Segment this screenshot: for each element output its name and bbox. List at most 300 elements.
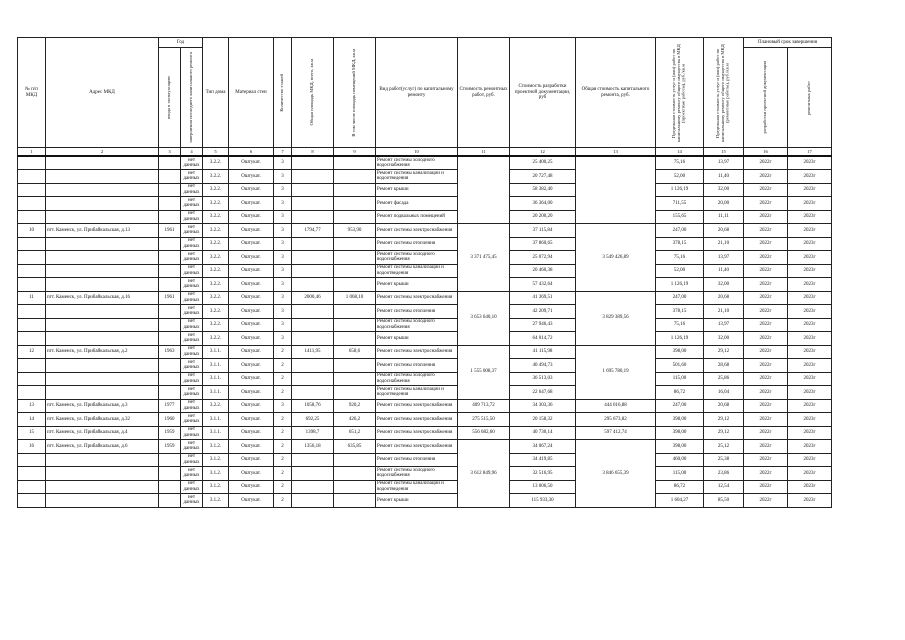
wall-material: Оштукат. — [229, 291, 274, 305]
wall-material: Оштукат. — [229, 318, 274, 332]
column-number: 10 — [376, 148, 458, 157]
limit-cost-repair: 32,00 — [704, 183, 744, 197]
premises-area-empty — [334, 386, 376, 400]
mkd-number-empty — [18, 170, 46, 184]
limit-cost-project: 86,72 — [656, 386, 704, 400]
table-row — [18, 278, 832, 292]
last-repair-year: нет данных — [181, 197, 203, 211]
mkd-number: 15 — [18, 426, 46, 440]
wall-material: Оштукат. — [229, 305, 274, 319]
year-built — [159, 480, 181, 494]
limit-cost-project: 1 126,19 — [656, 183, 704, 197]
wall-material: Оштукат. — [229, 413, 274, 427]
repair-cost: 1 555 008,37 — [458, 345, 510, 399]
total-cost: 3 846 655,39 — [576, 440, 656, 508]
limit-cost-repair: 25,38 — [704, 453, 744, 467]
work-type: Ремонт системы канализации и водоотведения — [376, 480, 458, 494]
wall-material: Оштукат. — [229, 372, 274, 386]
mkd-number-empty — [18, 318, 46, 332]
wall-material: Оштукат. — [229, 440, 274, 454]
limit-cost-repair: 28,68 — [704, 359, 744, 373]
floors: 2 — [274, 372, 292, 386]
table-row — [18, 413, 832, 427]
floors: 3 — [274, 264, 292, 278]
limit-cost-repair: 20,68 — [704, 224, 744, 238]
deadline-repair: 2023г — [788, 318, 832, 332]
project-cost: 20 158,32 — [510, 413, 576, 427]
total-area: 2000,46 — [292, 291, 334, 305]
deadline-project: 2022г — [744, 332, 788, 346]
mkd-number: 10 — [18, 224, 46, 238]
limit-cost-project: 52,00 — [656, 170, 704, 184]
table-row — [18, 251, 832, 265]
deadline-project: 2022г — [744, 345, 788, 359]
project-cost: 25 072,94 — [510, 251, 576, 265]
deadline-project: 2022г — [744, 359, 788, 373]
house-type: 3.2.2. — [203, 224, 229, 238]
last-repair-year: нет данных — [181, 345, 203, 359]
floors: 3 — [274, 224, 292, 238]
work-type: Ремонт фасада — [376, 197, 458, 211]
total-area: 1411,95 — [292, 345, 334, 359]
work-type: Ремонт системы электроснабжения — [376, 224, 458, 238]
total-area-empty — [292, 467, 334, 481]
work-type: Ремонт системы холодного водоснабжения — [376, 318, 458, 332]
last-repair-year: нет данных — [181, 278, 203, 292]
deadline-project: 2022г — [744, 264, 788, 278]
col-header-5: Тип дома — [203, 38, 229, 148]
wall-material: Оштукат. — [229, 480, 274, 494]
work-type: Ремонт системы холодного водоснабжения — [376, 251, 458, 265]
deadline-repair: 2023г — [788, 224, 832, 238]
premises-area-empty — [334, 197, 376, 211]
project-cost: 20 460,38 — [510, 264, 576, 278]
total-area-empty — [292, 494, 334, 508]
last-repair-year: нет данных — [181, 305, 203, 319]
year-built: 1977 — [159, 399, 181, 413]
deadline-project: 2022г — [744, 251, 788, 265]
last-repair-year: нет данных — [181, 372, 203, 386]
limit-cost-project: 75,16 — [656, 156, 704, 170]
wall-material: Оштукат. — [229, 183, 274, 197]
deadline-repair: 2023г — [788, 494, 832, 508]
limit-cost-repair: 85,50 — [704, 494, 744, 508]
mkd-address-empty — [46, 170, 159, 184]
total-area-empty — [292, 156, 334, 170]
deadline-repair: 2023г — [788, 278, 832, 292]
column-number: 16 — [744, 148, 788, 157]
repair-cost: 3 653 640,10 — [458, 291, 510, 345]
limit-cost-repair: 32,00 — [704, 332, 744, 346]
mkd-address: пгт. Каменск, ул. Прибайкальская, д.16 — [46, 291, 159, 305]
floors: 3 — [274, 210, 292, 224]
year-built — [159, 278, 181, 292]
limit-cost-repair: 29,12 — [704, 413, 744, 427]
work-type: Ремонт системы отопления — [376, 453, 458, 467]
project-cost: 13 006,50 — [510, 480, 576, 494]
total-area-empty — [292, 332, 334, 346]
house-type: 3.1.2. — [203, 494, 229, 508]
col-header-16: разработки проектной документации — [744, 48, 788, 148]
repair-cost: 556 682,60 — [458, 426, 510, 440]
col-header-17: ремонтных работ — [788, 48, 832, 148]
deadline-project: 2022г — [744, 224, 788, 238]
wall-material: Оштукат. — [229, 237, 274, 251]
wall-material: Оштукат. — [229, 224, 274, 238]
deadline-project: 2022г — [744, 494, 788, 508]
year-built: 1959 — [159, 426, 181, 440]
last-repair-year: нет данных — [181, 359, 203, 373]
column-number: 5 — [203, 148, 229, 157]
col-header-13: Общая стоимость капитального ремонта, руб. — [576, 38, 656, 148]
capital-repair-table — [17, 37, 832, 508]
col-header-3: ввода в эксплуатацию — [159, 48, 181, 148]
col-header-14: Предельная стоимость услуг и (или) работ по капитальному ремонту общего имущества в МКД (проектные работы), руб./кв.м — [656, 38, 704, 148]
deadline-repair: 2023г — [788, 291, 832, 305]
floors: 2 — [274, 467, 292, 481]
house-type: 3.1.2. — [203, 467, 229, 481]
limit-cost-project: 501,60 — [656, 359, 704, 373]
table-row — [18, 440, 832, 454]
total-cost: 1 695 780,19 — [576, 345, 656, 399]
year-built — [159, 372, 181, 386]
floors: 3 — [274, 318, 292, 332]
premises-area-empty — [334, 183, 376, 197]
house-type: 3.1.1. — [203, 372, 229, 386]
premises-area: 426,2 — [334, 413, 376, 427]
project-cost: 64 014,72 — [510, 332, 576, 346]
floors: 3 — [274, 251, 292, 265]
column-number: 9 — [334, 148, 376, 157]
project-cost: 41 369,51 — [510, 291, 576, 305]
house-type: 3.2.2. — [203, 237, 229, 251]
mkd-address-empty — [46, 494, 159, 508]
last-repair-year: нет данных — [181, 467, 203, 481]
wall-material: Оштукат. — [229, 170, 274, 184]
limit-cost-repair: 12,54 — [704, 480, 744, 494]
deadline-repair: 2023г — [788, 413, 832, 427]
total-area-empty — [292, 480, 334, 494]
total-area-empty — [292, 278, 334, 292]
table-row — [18, 197, 832, 211]
premises-area-empty — [334, 278, 376, 292]
table-row — [18, 467, 832, 481]
total-cost: 444 016,88 — [576, 399, 656, 413]
limit-cost-project: 460,00 — [656, 453, 704, 467]
project-cost: 37 860,65 — [510, 237, 576, 251]
repair-cost: 3 371 475,45 — [458, 224, 510, 292]
premises-area: 1 068,10 — [334, 291, 376, 305]
deadline-project: 2022г — [744, 197, 788, 211]
mkd-number-empty — [18, 237, 46, 251]
last-repair-year: нет данных — [181, 251, 203, 265]
total-area-empty — [292, 453, 334, 467]
mkd-address: пгт. Каменск, ул. Прибайкальская, д.4 — [46, 426, 159, 440]
floors: 2 — [274, 426, 292, 440]
year-built — [159, 467, 181, 481]
premises-area: 953,90 — [334, 224, 376, 238]
wall-material: Оштукат. — [229, 453, 274, 467]
col-header-6: Материал стен — [229, 38, 274, 148]
repair-cost-empty — [458, 156, 510, 224]
total-cost: 3 549 426,89 — [576, 224, 656, 292]
column-number: 15 — [704, 148, 744, 157]
table-row — [18, 305, 832, 319]
project-cost: 22 647,68 — [510, 386, 576, 400]
limit-cost-project: 86,72 — [656, 480, 704, 494]
mkd-address: пгт. Каменск, ул. Прибайкальская, д.3 — [46, 399, 159, 413]
deadline-repair: 2023г — [788, 156, 832, 170]
year-built — [159, 251, 181, 265]
column-number: 13 — [576, 148, 656, 157]
deadline-project: 2022г — [744, 278, 788, 292]
house-type: 3.2.2. — [203, 183, 229, 197]
column-number: 17 — [788, 148, 832, 157]
floors: 2 — [274, 480, 292, 494]
total-area: 1058,76 — [292, 399, 334, 413]
limit-cost-project: 52,00 — [656, 264, 704, 278]
limit-cost-repair: 20,00 — [704, 197, 744, 211]
floors: 2 — [274, 440, 292, 454]
project-cost: 20 200,20 — [510, 210, 576, 224]
col-header-4: завершения последнего капитального ремонта — [181, 48, 203, 148]
house-type: 3.1.2. — [203, 453, 229, 467]
deadline-project: 2022г — [744, 467, 788, 481]
work-type: Ремонт системы электроснабжения — [376, 440, 458, 454]
column-number-row — [18, 148, 832, 157]
floors: 3 — [274, 156, 292, 170]
table-body — [18, 156, 832, 507]
table-row — [18, 332, 832, 346]
total-area-empty — [292, 170, 334, 184]
mkd-address-empty — [46, 251, 159, 265]
col-header-7: Количество этажей — [274, 38, 292, 148]
work-type: Ремонт системы электроснабжения — [376, 426, 458, 440]
total-area-empty — [292, 305, 334, 319]
floors: 2 — [274, 453, 292, 467]
mkd-address-empty — [46, 386, 159, 400]
deadline-project: 2022г — [744, 237, 788, 251]
floors: 2 — [274, 386, 292, 400]
table-row — [18, 170, 832, 184]
wall-material: Оштукат. — [229, 399, 274, 413]
repair-cost: 3 612 849,96 — [458, 440, 510, 508]
floors: 3 — [274, 399, 292, 413]
limit-cost-repair: 25,12 — [704, 440, 744, 454]
limit-cost-repair: 21,10 — [704, 305, 744, 319]
project-cost: 40 494,73 — [510, 359, 576, 373]
floors: 3 — [274, 183, 292, 197]
last-repair-year: нет данных — [181, 453, 203, 467]
deadline-repair: 2023г — [788, 480, 832, 494]
premises-area-empty — [334, 372, 376, 386]
col-header-12: Стоимость разработки проектной документации, руб — [510, 38, 576, 148]
mkd-address-empty — [46, 278, 159, 292]
mkd-number-empty — [18, 332, 46, 346]
year-built — [159, 359, 181, 373]
premises-area-empty — [334, 210, 376, 224]
project-cost: 34 419,85 — [510, 453, 576, 467]
table-row — [18, 318, 832, 332]
project-cost: 25 400,25 — [510, 156, 576, 170]
wall-material: Оштукат. — [229, 426, 274, 440]
work-type: Ремонт подвальных помещений — [376, 210, 458, 224]
deadline-repair: 2023г — [788, 264, 832, 278]
floors: 3 — [274, 332, 292, 346]
deadline-repair: 2023г — [788, 183, 832, 197]
column-number: 6 — [229, 148, 274, 157]
year-built: 1960 — [159, 413, 181, 427]
mkd-address-empty — [46, 359, 159, 373]
total-area-empty — [292, 359, 334, 373]
premises-area-empty — [334, 170, 376, 184]
work-type: Ремонт крыши — [376, 494, 458, 508]
premises-area: 635,85 — [334, 440, 376, 454]
col-header-9: В том числе площадь помещений МКД, кв.м — [334, 38, 376, 148]
work-type: Ремонт системы холодного водоснабжения — [376, 156, 458, 170]
deadline-project: 2022г — [744, 386, 788, 400]
table-row — [18, 359, 832, 373]
premises-area-empty — [334, 237, 376, 251]
work-type: Ремонт системы отопления — [376, 359, 458, 373]
mkd-address-empty — [46, 156, 159, 170]
mkd-number-empty — [18, 359, 46, 373]
limit-cost-project: 75,16 — [656, 318, 704, 332]
mkd-address-empty — [46, 264, 159, 278]
year-built — [159, 494, 181, 508]
table-row — [18, 210, 832, 224]
mkd-address-empty — [46, 197, 159, 211]
project-cost: 57 432,64 — [510, 278, 576, 292]
mkd-number-empty — [18, 251, 46, 265]
mkd-number: 12 — [18, 345, 46, 359]
mkd-number: 14 — [18, 413, 46, 427]
limit-cost-repair: 32,00 — [704, 278, 744, 292]
floors: 3 — [274, 170, 292, 184]
limit-cost-project: 378,15 — [656, 305, 704, 319]
year-built — [159, 332, 181, 346]
project-cost: 27 946,43 — [510, 318, 576, 332]
floors: 2 — [274, 345, 292, 359]
wall-material: Оштукат. — [229, 386, 274, 400]
limit-cost-project: 398,00 — [656, 413, 704, 427]
deadline-project: 2022г — [744, 183, 788, 197]
floors: 3 — [274, 278, 292, 292]
mkd-number-empty — [18, 372, 46, 386]
total-cost: 597 412,74 — [576, 426, 656, 440]
col-header-11: Стоимость ремонтных работ, руб. — [458, 38, 510, 148]
mkd-number: 11 — [18, 291, 46, 305]
work-type: Ремонт системы холодного водоснабжения — [376, 467, 458, 481]
table-row — [18, 386, 832, 400]
work-type: Ремонт системы канализации и водоотведения — [376, 386, 458, 400]
total-area: 1356,18 — [292, 440, 334, 454]
wall-material: Оштукат. — [229, 264, 274, 278]
deadline-project: 2022г — [744, 372, 788, 386]
col-group-year: Год — [159, 38, 203, 48]
work-type: Ремонт системы канализации и водоотведения — [376, 170, 458, 184]
limit-cost-project: 115,00 — [656, 467, 704, 481]
premises-area-empty — [334, 156, 376, 170]
project-cost: 36 513,03 — [510, 372, 576, 386]
year-built — [159, 264, 181, 278]
total-area-empty — [292, 264, 334, 278]
total-area: 1398,7 — [292, 426, 334, 440]
limit-cost-repair: 13,97 — [704, 318, 744, 332]
last-repair-year: нет данных — [181, 224, 203, 238]
last-repair-year: нет данных — [181, 426, 203, 440]
project-cost: 58 382,40 — [510, 183, 576, 197]
last-repair-year: нет данных — [181, 494, 203, 508]
floors: 3 — [274, 291, 292, 305]
table-row — [18, 224, 832, 238]
limit-cost-project: 155,65 — [656, 210, 704, 224]
year-built — [159, 305, 181, 319]
deadline-project: 2022г — [744, 156, 788, 170]
deadline-repair: 2023г — [788, 467, 832, 481]
premises-area-empty — [334, 305, 376, 319]
project-cost: 42 209,71 — [510, 305, 576, 319]
work-type: Ремонт системы электроснабжения — [376, 399, 458, 413]
col-group-plan: Плановый срок завершения — [744, 38, 832, 48]
year-built — [159, 210, 181, 224]
house-type: 3.1.1. — [203, 359, 229, 373]
wall-material: Оштукат. — [229, 278, 274, 292]
premises-area-empty — [334, 264, 376, 278]
floors: 2 — [274, 494, 292, 508]
deadline-project: 2022г — [744, 440, 788, 454]
total-area-empty — [292, 197, 334, 211]
mkd-number-empty — [18, 264, 46, 278]
premises-area: 920,2 — [334, 399, 376, 413]
repair-cost: 275 515,50 — [458, 413, 510, 427]
premises-area-empty — [334, 359, 376, 373]
deadline-project: 2022г — [744, 453, 788, 467]
mkd-number-empty — [18, 183, 46, 197]
limit-cost-repair: 29,12 — [704, 345, 744, 359]
last-repair-year: нет данных — [181, 291, 203, 305]
deadline-repair: 2023г — [788, 305, 832, 319]
deadline-repair: 2023г — [788, 372, 832, 386]
limit-cost-repair: 11,40 — [704, 170, 744, 184]
mkd-number-empty — [18, 210, 46, 224]
limit-cost-project: 115,00 — [656, 372, 704, 386]
total-area-empty — [292, 386, 334, 400]
limit-cost-project: 398,00 — [656, 345, 704, 359]
deadline-repair: 2023г — [788, 170, 832, 184]
mkd-address-empty — [46, 183, 159, 197]
project-cost: 37 115,84 — [510, 224, 576, 238]
limit-cost-project: 1 126,19 — [656, 278, 704, 292]
column-number: 8 — [292, 148, 334, 157]
limit-cost-repair: 29,12 — [704, 426, 744, 440]
limit-cost-project: 247,00 — [656, 399, 704, 413]
wall-material: Оштукат. — [229, 345, 274, 359]
year-built: 1963 — [159, 345, 181, 359]
total-area-empty — [292, 372, 334, 386]
house-type: 3.2.2. — [203, 264, 229, 278]
wall-material: Оштукат. — [229, 210, 274, 224]
work-type: Ремонт крыши — [376, 183, 458, 197]
deadline-repair: 2023г — [788, 332, 832, 346]
wall-material: Оштукат. — [229, 332, 274, 346]
house-type: 3.2.2. — [203, 251, 229, 265]
mkd-number: 16 — [18, 440, 46, 454]
premises-area-empty — [334, 494, 376, 508]
year-built — [159, 318, 181, 332]
deadline-project: 2022г — [744, 413, 788, 427]
table-row — [18, 156, 832, 170]
